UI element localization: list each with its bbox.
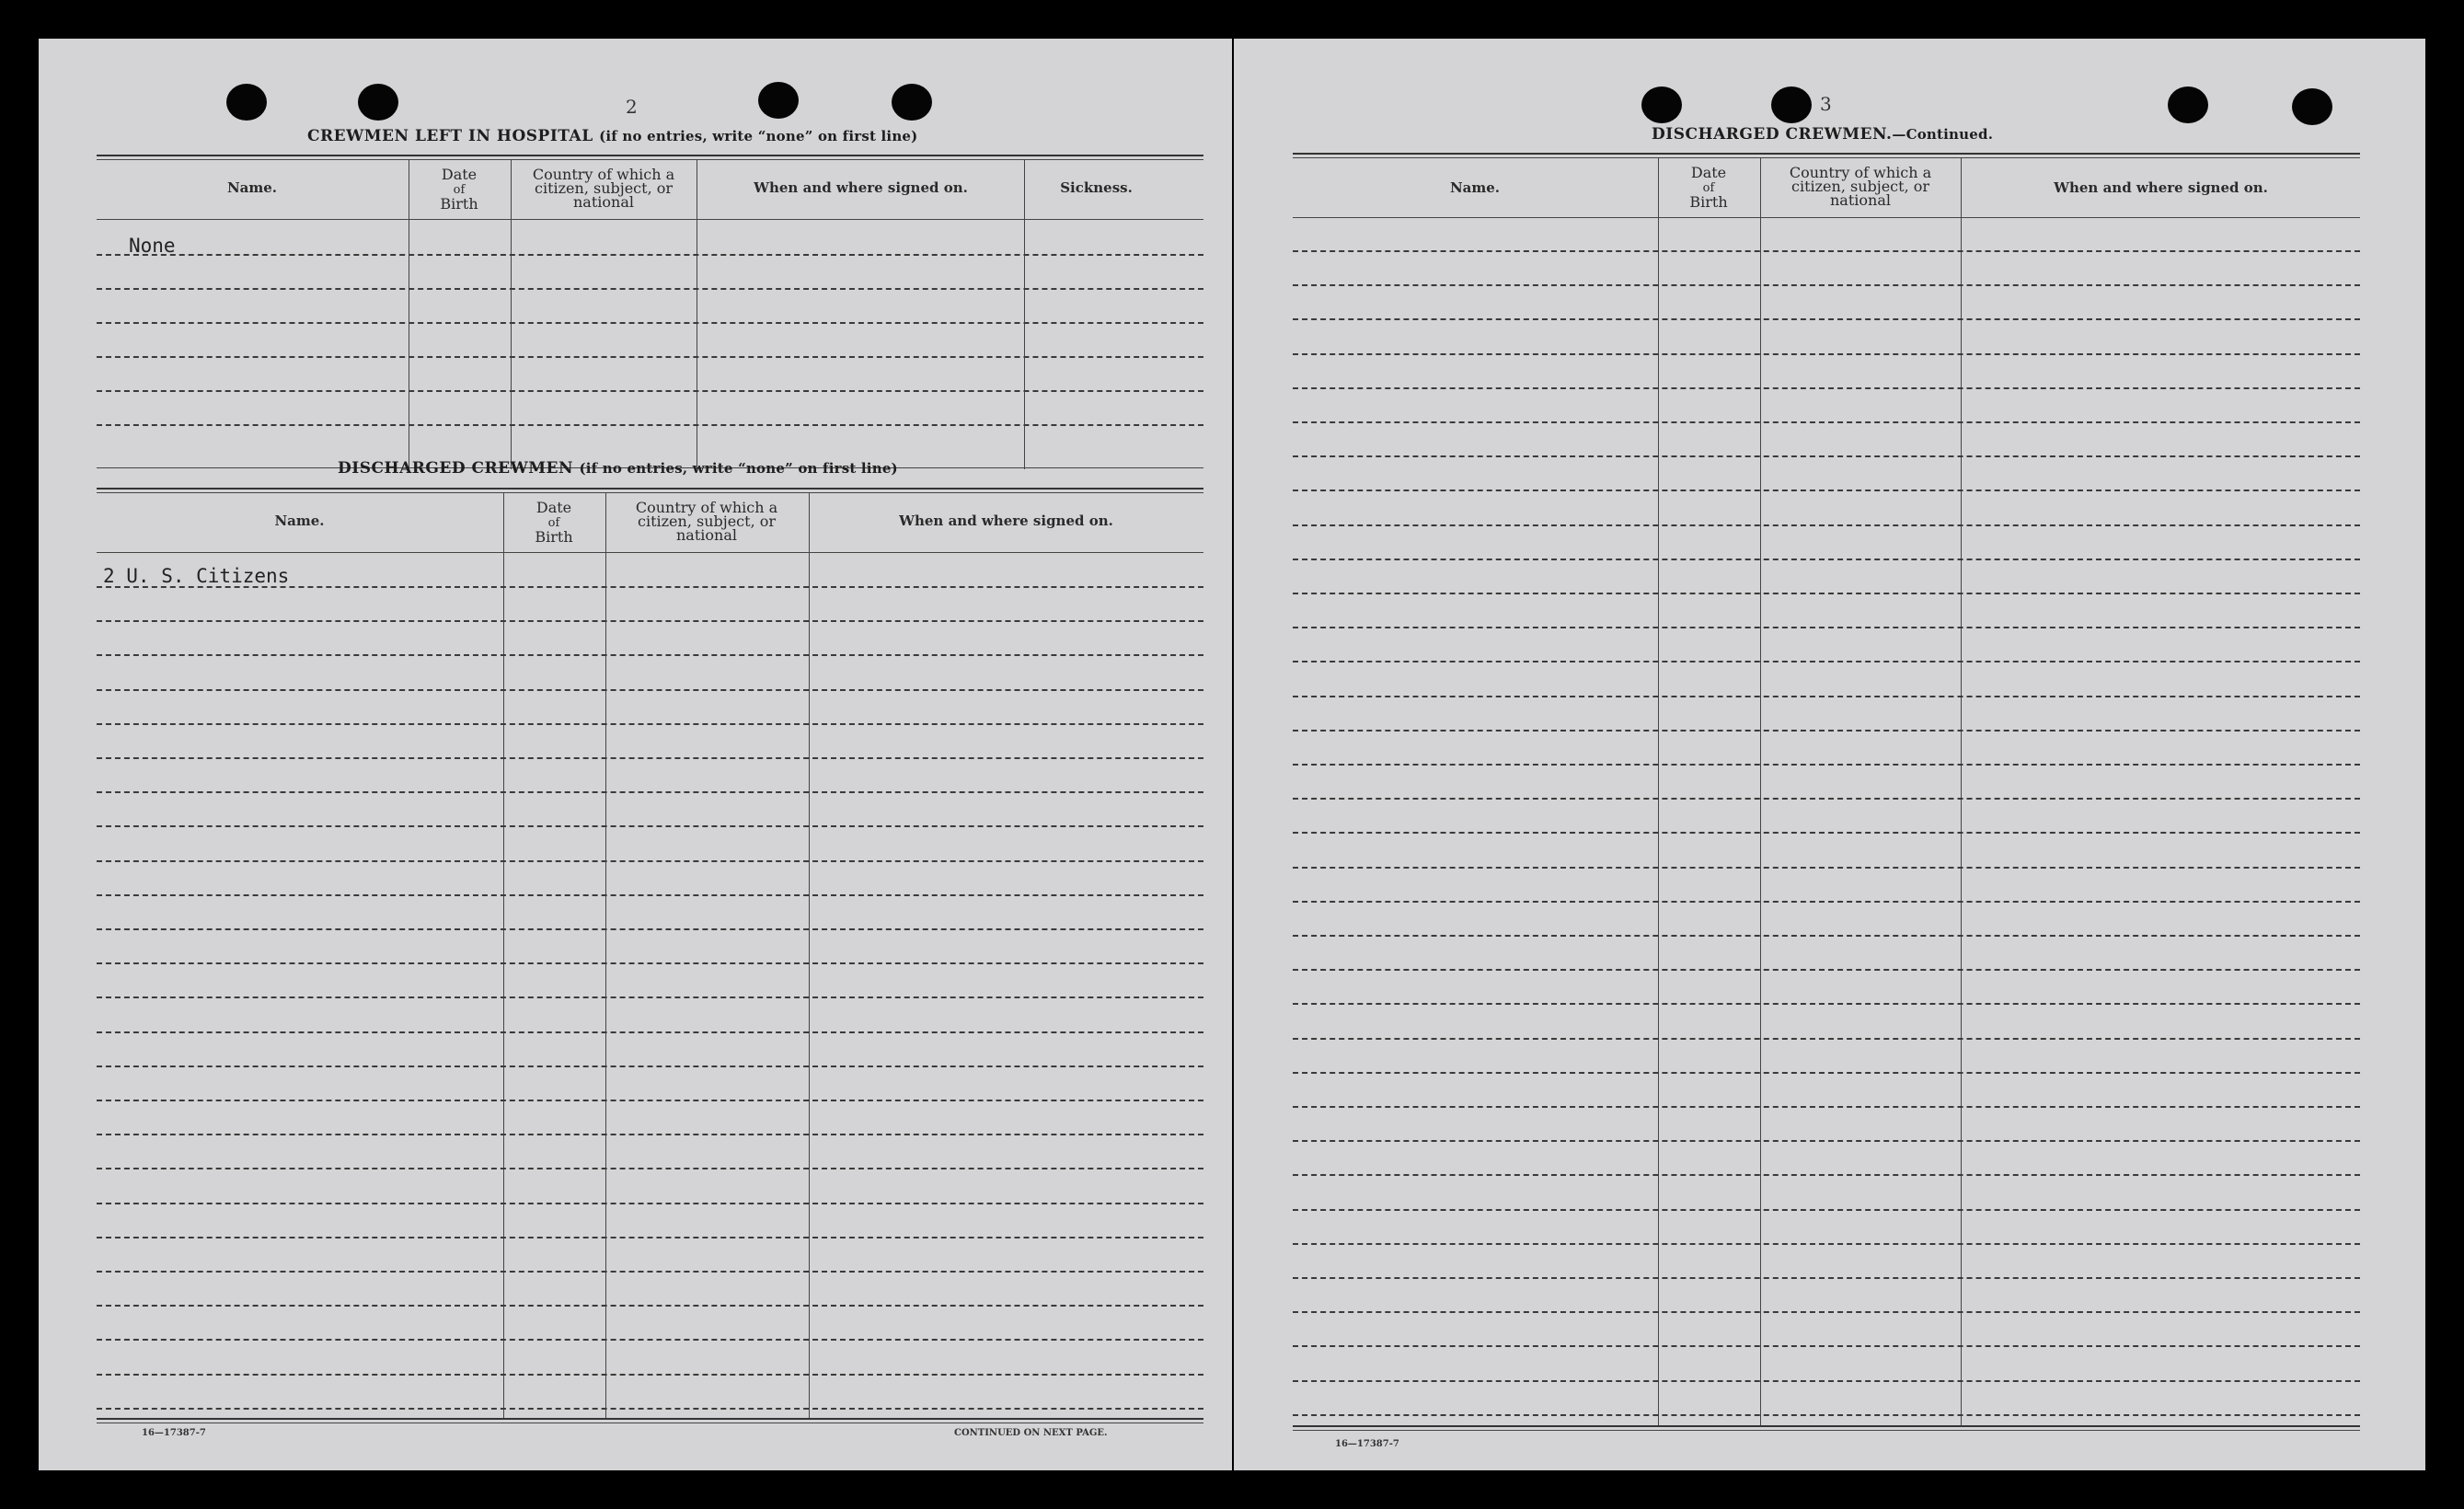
ruled-line <box>1293 1174 2360 1176</box>
discharged-col-country: Country of which a citizen, subject, or national <box>635 499 778 544</box>
form-number: 16—17387-7 <box>1335 1439 1399 1449</box>
ruled-line <box>1293 1345 2360 1347</box>
right-section-title <box>1652 125 1993 144</box>
right-title-text: DISCHARGED CREWMEN. <box>1652 125 1893 144</box>
ruled-line <box>1293 1140 2360 1142</box>
right-top-rule-2 <box>1293 157 2360 158</box>
ruled-line <box>1293 387 2360 389</box>
left-page <box>39 39 1232 1470</box>
continued-note: CONTINUED ON NEXT PAGE. <box>954 1428 1108 1438</box>
punch-hole <box>226 84 267 121</box>
ruled-line <box>1293 696 2360 697</box>
ruled-line <box>97 356 1203 358</box>
ruled-line <box>1293 832 2360 834</box>
hospital-col-signed-on: When and where signed on. <box>754 179 968 196</box>
ruled-line <box>1293 1277 2360 1279</box>
ruled-line <box>97 390 1203 392</box>
ruled-line <box>1293 593 2360 594</box>
ruled-line <box>1293 867 2360 869</box>
hospital-rows <box>97 219 1203 467</box>
ruled-line <box>97 1271 1203 1273</box>
ruled-line <box>97 288 1203 290</box>
ruled-line <box>97 1374 1203 1376</box>
ruled-line <box>97 1100 1203 1101</box>
ruled-line <box>1293 627 2360 628</box>
ruled-line <box>1293 318 2360 320</box>
hospital-section-title <box>307 127 917 145</box>
ruled-line <box>1293 730 2360 731</box>
ruled-line <box>97 1203 1203 1204</box>
ruled-line <box>97 791 1203 793</box>
ruled-line <box>1293 1072 2360 1074</box>
ruled-line <box>97 996 1203 998</box>
right-col-signed-on: When and where signed on. <box>2054 179 2268 196</box>
ruled-line <box>1293 353 2360 355</box>
ruled-line <box>1293 661 2360 662</box>
ruled-line <box>97 1408 1203 1410</box>
punch-hole <box>2292 88 2332 125</box>
ruled-line <box>1293 935 2360 937</box>
ruled-line <box>97 1168 1203 1169</box>
right-top-rule <box>1293 153 2360 155</box>
form-number: 16—17387-7 <box>142 1428 206 1438</box>
discharged-rows <box>97 552 1203 1417</box>
right-bottom-rule-2 <box>1293 1430 2360 1431</box>
ruled-line <box>1293 1209 2360 1211</box>
discharged-bottom-rule <box>97 1418 1203 1420</box>
discharged-top-rule <box>97 488 1203 490</box>
ruled-line <box>1293 524 2360 526</box>
discharged-title-text: DISCHARGED CREWMEN <box>338 459 574 478</box>
discharged-top-rule-2 <box>97 492 1203 493</box>
ruled-line <box>97 1134 1203 1135</box>
discharged-col-dob: Date of Birth <box>535 499 573 546</box>
hospital-col-country: Country of which a citizen, subject, or national <box>532 166 675 211</box>
ruled-line <box>97 1237 1203 1238</box>
ruled-line <box>97 1305 1203 1307</box>
discharged-entry-name: 2 U. S. Citizens <box>103 565 290 587</box>
ruled-line <box>97 254 1203 256</box>
ruled-line <box>1293 455 2360 457</box>
ruled-line <box>97 620 1203 622</box>
ruled-line <box>1293 1414 2360 1416</box>
hospital-col-dob: Date of Birth <box>440 166 478 213</box>
ruled-line <box>1293 284 2360 286</box>
discharged-section-title <box>338 459 898 478</box>
discharged-col-name: Name. <box>274 513 325 529</box>
ruled-line <box>97 1339 1203 1341</box>
right-bottom-rule <box>1293 1425 2360 1427</box>
hospital-top-rule-2 <box>97 159 1203 160</box>
ruled-line <box>97 962 1203 964</box>
ruled-line <box>97 860 1203 862</box>
ruled-line <box>1293 421 2360 423</box>
ruled-line <box>1293 1003 2360 1005</box>
punch-hole <box>758 82 799 119</box>
ruled-line <box>1293 969 2360 971</box>
ruled-line <box>97 322 1203 324</box>
ruled-line <box>1293 901 2360 903</box>
ruled-line <box>97 723 1203 725</box>
ruled-line <box>1293 1380 2360 1382</box>
punch-hole <box>2168 86 2208 123</box>
right-page <box>1234 39 2425 1470</box>
ruled-line <box>97 894 1203 896</box>
ruled-line <box>97 424 1203 426</box>
right-col-name: Name. <box>1449 179 1501 196</box>
ruled-line <box>1293 559 2360 560</box>
punch-hole <box>1771 86 1812 123</box>
page-number: 3 <box>1820 93 1832 115</box>
ruled-line <box>1293 798 2360 800</box>
ruled-line <box>97 1031 1203 1033</box>
right-col-dob: Date of Birth <box>1689 164 1728 211</box>
discharged-col-signed-on: When and where signed on. <box>899 513 1113 529</box>
ruled-line <box>97 654 1203 656</box>
ruled-line <box>1293 1106 2360 1108</box>
hospital-instruction-text: (if no entries, write “none” on first line) <box>599 128 918 144</box>
page-number: 2 <box>626 96 638 118</box>
punch-hole <box>892 84 932 121</box>
ruled-line <box>1293 1038 2360 1040</box>
hospital-entry-name: None <box>129 235 176 257</box>
ruled-line <box>97 825 1203 827</box>
ruled-line <box>97 928 1203 930</box>
right-col-country: Country of which a citizen, subject, or national <box>1789 164 1932 209</box>
ruled-line <box>1293 764 2360 766</box>
ruled-line <box>1293 250 2360 252</box>
hospital-top-rule <box>97 155 1203 156</box>
punch-hole <box>358 84 398 121</box>
discharged-instruction-text: (if no entries, write “none” on first line) <box>579 460 898 477</box>
ruled-line <box>1293 1243 2360 1245</box>
ruled-line <box>97 689 1203 691</box>
ruled-line <box>97 1066 1203 1067</box>
ruled-line <box>1293 1311 2360 1313</box>
right-title-suffix: —Continued. <box>1892 126 1994 143</box>
punch-hole <box>1641 86 1682 123</box>
ruled-line <box>1293 490 2360 491</box>
hospital-title-text: CREWMEN LEFT IN HOSPITAL <box>307 127 593 145</box>
right-rows <box>1293 217 2360 1424</box>
hospital-col-name: Name. <box>226 179 278 196</box>
hospital-col-sickness: Sickness. <box>1060 179 1133 196</box>
ruled-line <box>97 757 1203 759</box>
